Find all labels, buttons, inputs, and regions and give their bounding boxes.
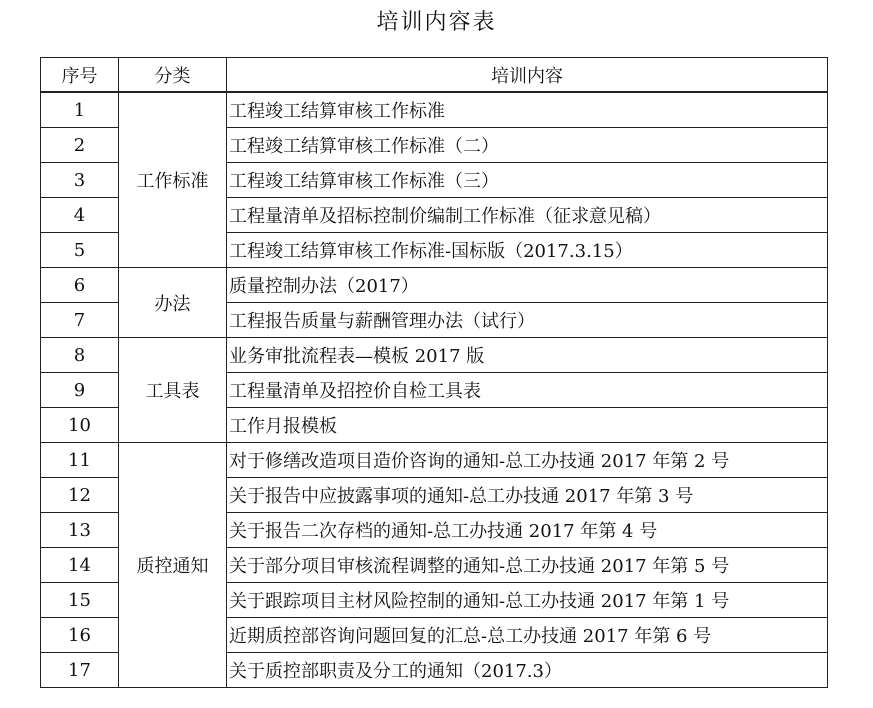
- training-content-cell: 工程量清单及招标控制价编制工作标准（征求意见稿）: [227, 198, 828, 233]
- row-number: 15: [41, 583, 119, 618]
- row-number: 17: [41, 653, 119, 688]
- row-number: 10: [41, 408, 119, 443]
- table-body: [41, 92, 828, 688]
- row-number: 8: [41, 338, 119, 373]
- page-title: 培训内容表: [376, 10, 497, 35]
- table-row: [41, 443, 828, 478]
- row-number: 16: [41, 618, 119, 653]
- row-number: 6: [41, 268, 119, 303]
- training-content-cell: 关于报告二次存档的通知-总工办技通 2017 年第 4 号: [227, 513, 828, 548]
- training-content-cell: 关于跟踪项目主材风险控制的通知-总工办技通 2017 年第 1 号: [227, 583, 828, 618]
- training-content-cell: 对于修缮改造项目造价咨询的通知-总工办技通 2017 年第 2 号: [227, 443, 828, 478]
- row-number: 1: [41, 92, 119, 128]
- row-number: 12: [41, 478, 119, 513]
- column-header-category: 分类: [119, 58, 227, 93]
- category-cell: 质控通知: [119, 443, 227, 688]
- training-content-cell: 工程量清单及招控价自检工具表: [227, 373, 828, 408]
- training-content-cell: 工程竣工结算审核工作标准: [227, 92, 828, 128]
- training-content-cell: 关于报告中应披露事项的通知-总工办技通 2017 年第 3 号: [227, 478, 828, 513]
- column-header-content: 培训内容: [227, 58, 828, 93]
- training-content-cell: 工作月报模板: [227, 408, 828, 443]
- training-content-cell: 关于部分项目审核流程调整的通知-总工办技通 2017 年第 5 号: [227, 548, 828, 583]
- row-number: 4: [41, 198, 119, 233]
- training-content-table: [40, 57, 828, 688]
- table-row: [41, 92, 828, 128]
- category-cell: 工作标准: [119, 92, 227, 268]
- row-number: 14: [41, 548, 119, 583]
- table-header-row: [41, 58, 828, 93]
- training-content-cell: 工程报告质量与薪酬管理办法（试行）: [227, 303, 828, 338]
- table-row: [41, 338, 828, 373]
- row-number: 3: [41, 163, 119, 198]
- row-number: 9: [41, 373, 119, 408]
- table-row: [41, 268, 828, 303]
- training-content-cell: 关于质控部职责及分工的通知（2017.3）: [227, 653, 828, 688]
- training-content-cell: 工程竣工结算审核工作标准（二）: [227, 128, 828, 163]
- training-content-cell: 工程竣工结算审核工作标准（三）: [227, 163, 828, 198]
- category-cell: 办法: [119, 268, 227, 338]
- row-number: 7: [41, 303, 119, 338]
- row-number: 5: [41, 233, 119, 268]
- row-number: 11: [41, 443, 119, 478]
- training-content-cell: 质量控制办法（2017）: [227, 268, 828, 303]
- category-cell: 工具表: [119, 338, 227, 443]
- training-content-cell: 业务审批流程表—模板 2017 版: [227, 338, 828, 373]
- row-number: 2: [41, 128, 119, 163]
- training-content-cell: 工程竣工结算审核工作标准-国标版（2017.3.15）: [227, 233, 828, 268]
- column-header-number: 序号: [41, 58, 119, 93]
- row-number: 13: [41, 513, 119, 548]
- training-content-cell: 近期质控部咨询问题回复的汇总-总工办技通 2017 年第 6 号: [227, 618, 828, 653]
